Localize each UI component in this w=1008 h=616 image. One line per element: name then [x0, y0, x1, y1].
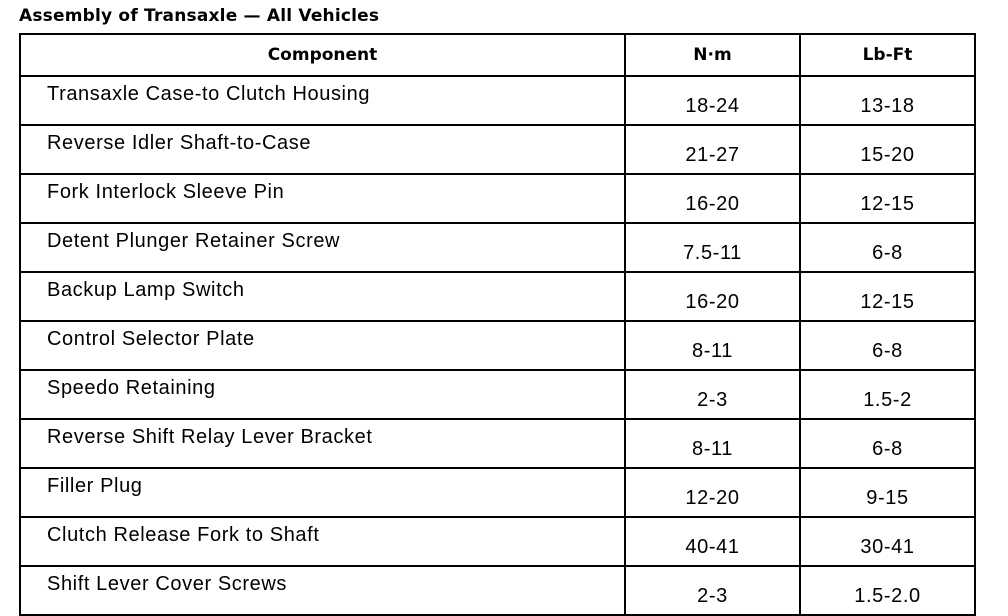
lbft-cell: 6-8	[800, 223, 975, 272]
nm-cell: 16-20	[625, 174, 800, 223]
column-header-component: Component	[20, 34, 625, 76]
component-cell: Clutch Release Fork to Shaft	[20, 517, 625, 566]
table-row	[20, 468, 975, 517]
component-cell: Fork Interlock Sleeve Pin	[20, 174, 625, 223]
column-header-nm: N·m	[625, 34, 800, 76]
table-row	[20, 419, 975, 468]
torque-spec-table	[19, 33, 976, 616]
component-cell: Backup Lamp Switch	[20, 272, 625, 321]
lbft-cell: 30-41	[800, 517, 975, 566]
lbft-cell: 13-18	[800, 76, 975, 125]
lbft-cell: 1.5-2	[800, 370, 975, 419]
component-cell: Reverse Shift Relay Lever Bracket	[20, 419, 625, 468]
nm-cell: 2-3	[625, 370, 800, 419]
nm-cell: 16-20	[625, 272, 800, 321]
column-header-lbft: Lb-Ft	[800, 34, 975, 76]
table-row	[20, 76, 975, 125]
table-row	[20, 370, 975, 419]
lbft-cell: 6-8	[800, 321, 975, 370]
nm-cell: 8-11	[625, 321, 800, 370]
component-cell: Speedo Retaining	[20, 370, 625, 419]
nm-cell: 8-11	[625, 419, 800, 468]
header-row	[20, 34, 975, 76]
lbft-cell: 12-15	[800, 272, 975, 321]
component-cell: Detent Plunger Retainer Screw	[20, 223, 625, 272]
nm-cell: 40-41	[625, 517, 800, 566]
table-row	[20, 223, 975, 272]
nm-cell: 7.5-11	[625, 223, 800, 272]
table-row	[20, 566, 975, 615]
table-row	[20, 125, 975, 174]
component-cell: Reverse Idler Shaft-to-Case	[20, 125, 625, 174]
component-cell: Transaxle Case-to Clutch Housing	[20, 76, 625, 125]
nm-cell: 12-20	[625, 468, 800, 517]
table-row	[20, 174, 975, 223]
component-cell: Shift Lever Cover Screws	[20, 566, 625, 615]
table-row	[20, 517, 975, 566]
component-cell: Control Selector Plate	[20, 321, 625, 370]
component-cell: Filler Plug	[20, 468, 625, 517]
lbft-cell: 15-20	[800, 125, 975, 174]
lbft-cell: 1.5-2.0	[800, 566, 975, 615]
lbft-cell: 6-8	[800, 419, 975, 468]
nm-cell: 18-24	[625, 76, 800, 125]
table-row	[20, 321, 975, 370]
nm-cell: 2-3	[625, 566, 800, 615]
lbft-cell: 12-15	[800, 174, 975, 223]
lbft-cell: 9-15	[800, 468, 975, 517]
nm-cell: 21-27	[625, 125, 800, 174]
table-row	[20, 272, 975, 321]
page-title: Assembly of Transaxle — All Vehicles	[19, 6, 380, 26]
